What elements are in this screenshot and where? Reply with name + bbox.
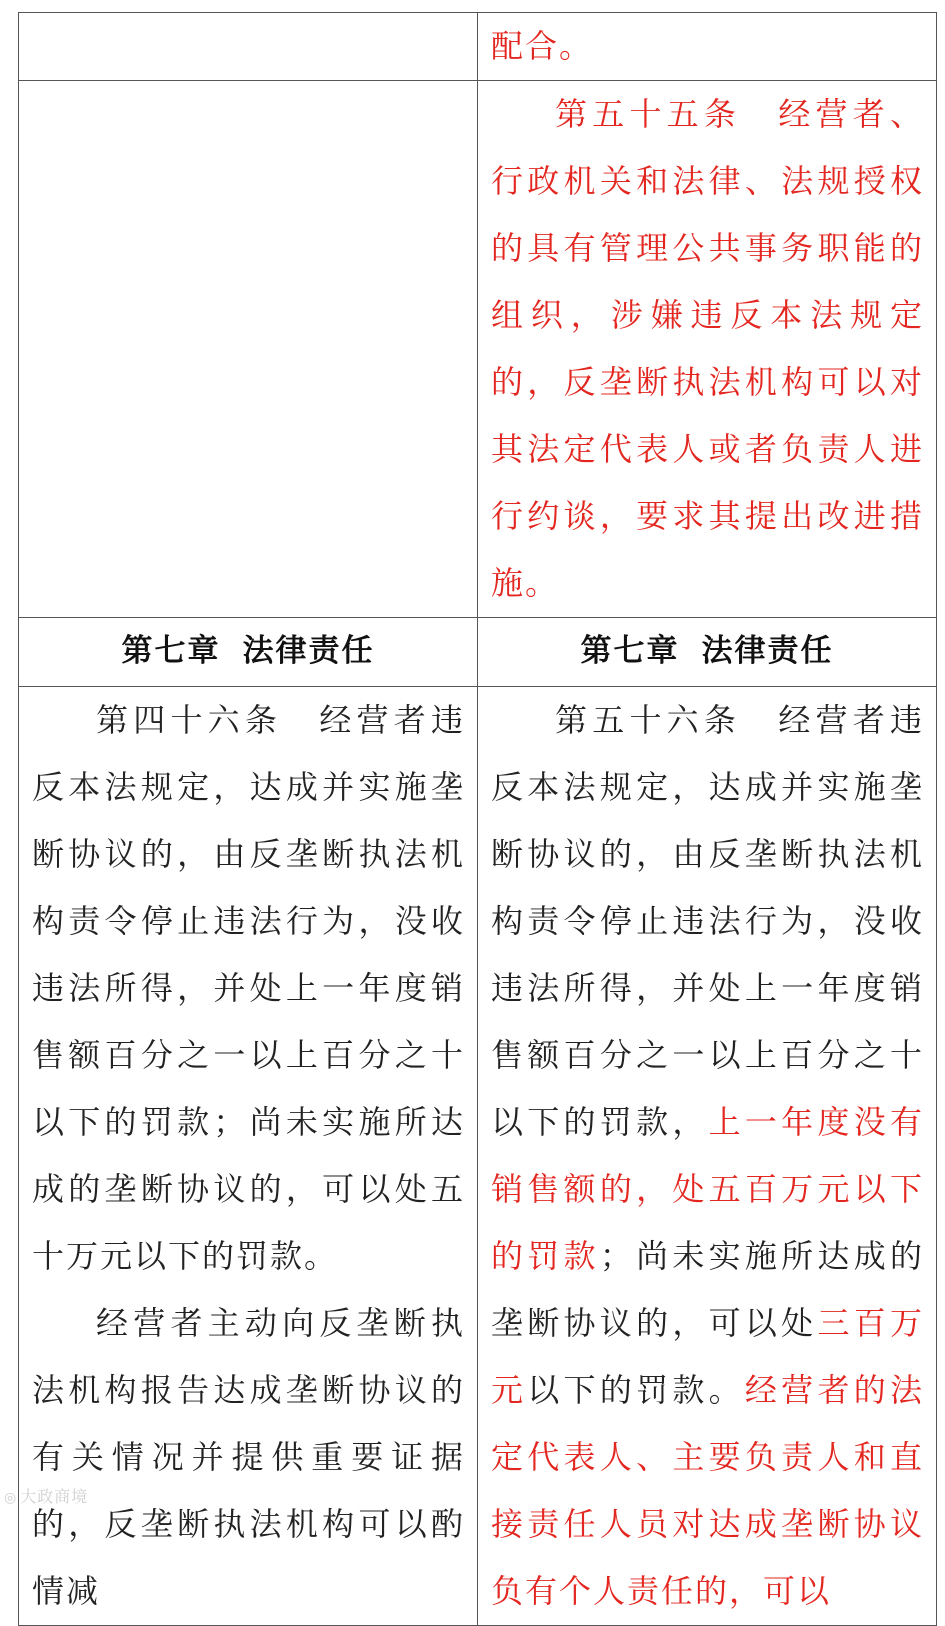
chapter-heading [478, 618, 936, 684]
law-comparison-table [18, 12, 937, 1626]
chapter-title: 法律责任 [701, 633, 834, 669]
new-law-cell [478, 81, 937, 618]
new-law-cell [478, 13, 937, 81]
amended-text: 三百万元 [491, 1304, 924, 1409]
old-law-cell [19, 13, 478, 81]
comparison-page [18, 12, 936, 1626]
weibo-icon: ◎ [4, 1489, 18, 1505]
unchanged-text: ；尚未实施所达成的垄断协议的，可以处 [491, 1237, 924, 1342]
chapter-number: 第七章 [121, 633, 221, 669]
watermark [4, 1484, 88, 1507]
unchanged-text: 第五十六条 经营者违反本法规定，达成并实施垄断协议的，由反垄断执法机构责令停止违法行为，没收违法所得，并处上一年度销售额百分之一以上百分之十以下的罚款， [491, 701, 924, 1141]
article-56-new [491, 687, 924, 1625]
amended-text: 经营者的法定代表人、主要负责人和直接责任人员对达成垄断协议负有个人责任的，可以 [491, 1371, 924, 1610]
table-row [19, 81, 937, 618]
article-46-old-para-2: 经营者主动向反垄断执法机构报告达成垄断协议的有关情况并提供重要证据的，反垄断执法机构可以酌情减 [32, 1304, 465, 1610]
table-row [19, 13, 937, 81]
chapter-number: 第七章 [580, 633, 680, 669]
chapter-title: 法律责任 [242, 633, 375, 669]
amended-text: 上一年度没有销售额的，处五百万元以下的罚款 [491, 1103, 924, 1275]
article-55-new: 第五十五条 经营者、行政机关和法律、法规授权的具有管理公共事务职能的组织，涉嫌违反本法规定的，反垄断执法机构可以对其法定代表人或者负责人进行约谈，要求其提出改进措施。 [491, 95, 924, 602]
unchanged-text: 以下的罚款。 [527, 1371, 745, 1409]
chapter-heading [19, 618, 477, 684]
watermark-text: 大政商境 [20, 1489, 89, 1506]
table-row [19, 687, 937, 1626]
article-46-old: 第四十六条 经营者违反本法规定，达成并实施垄断协议的，由反垄断执法机构责令停止违法行为，没收违法所得，并处上一年度销售额百分之一以上百分之十以下的罚款；尚未实施所达成的垄断协议的，可以处五十万元以下的罚款。 [32, 701, 465, 1275]
chapter-heading-row [19, 618, 937, 687]
old-law-cell [19, 618, 478, 687]
amended-text: 配合。 [491, 27, 594, 65]
new-law-cell [478, 618, 937, 687]
old-law-cell [19, 81, 478, 618]
new-law-cell [478, 687, 937, 1626]
